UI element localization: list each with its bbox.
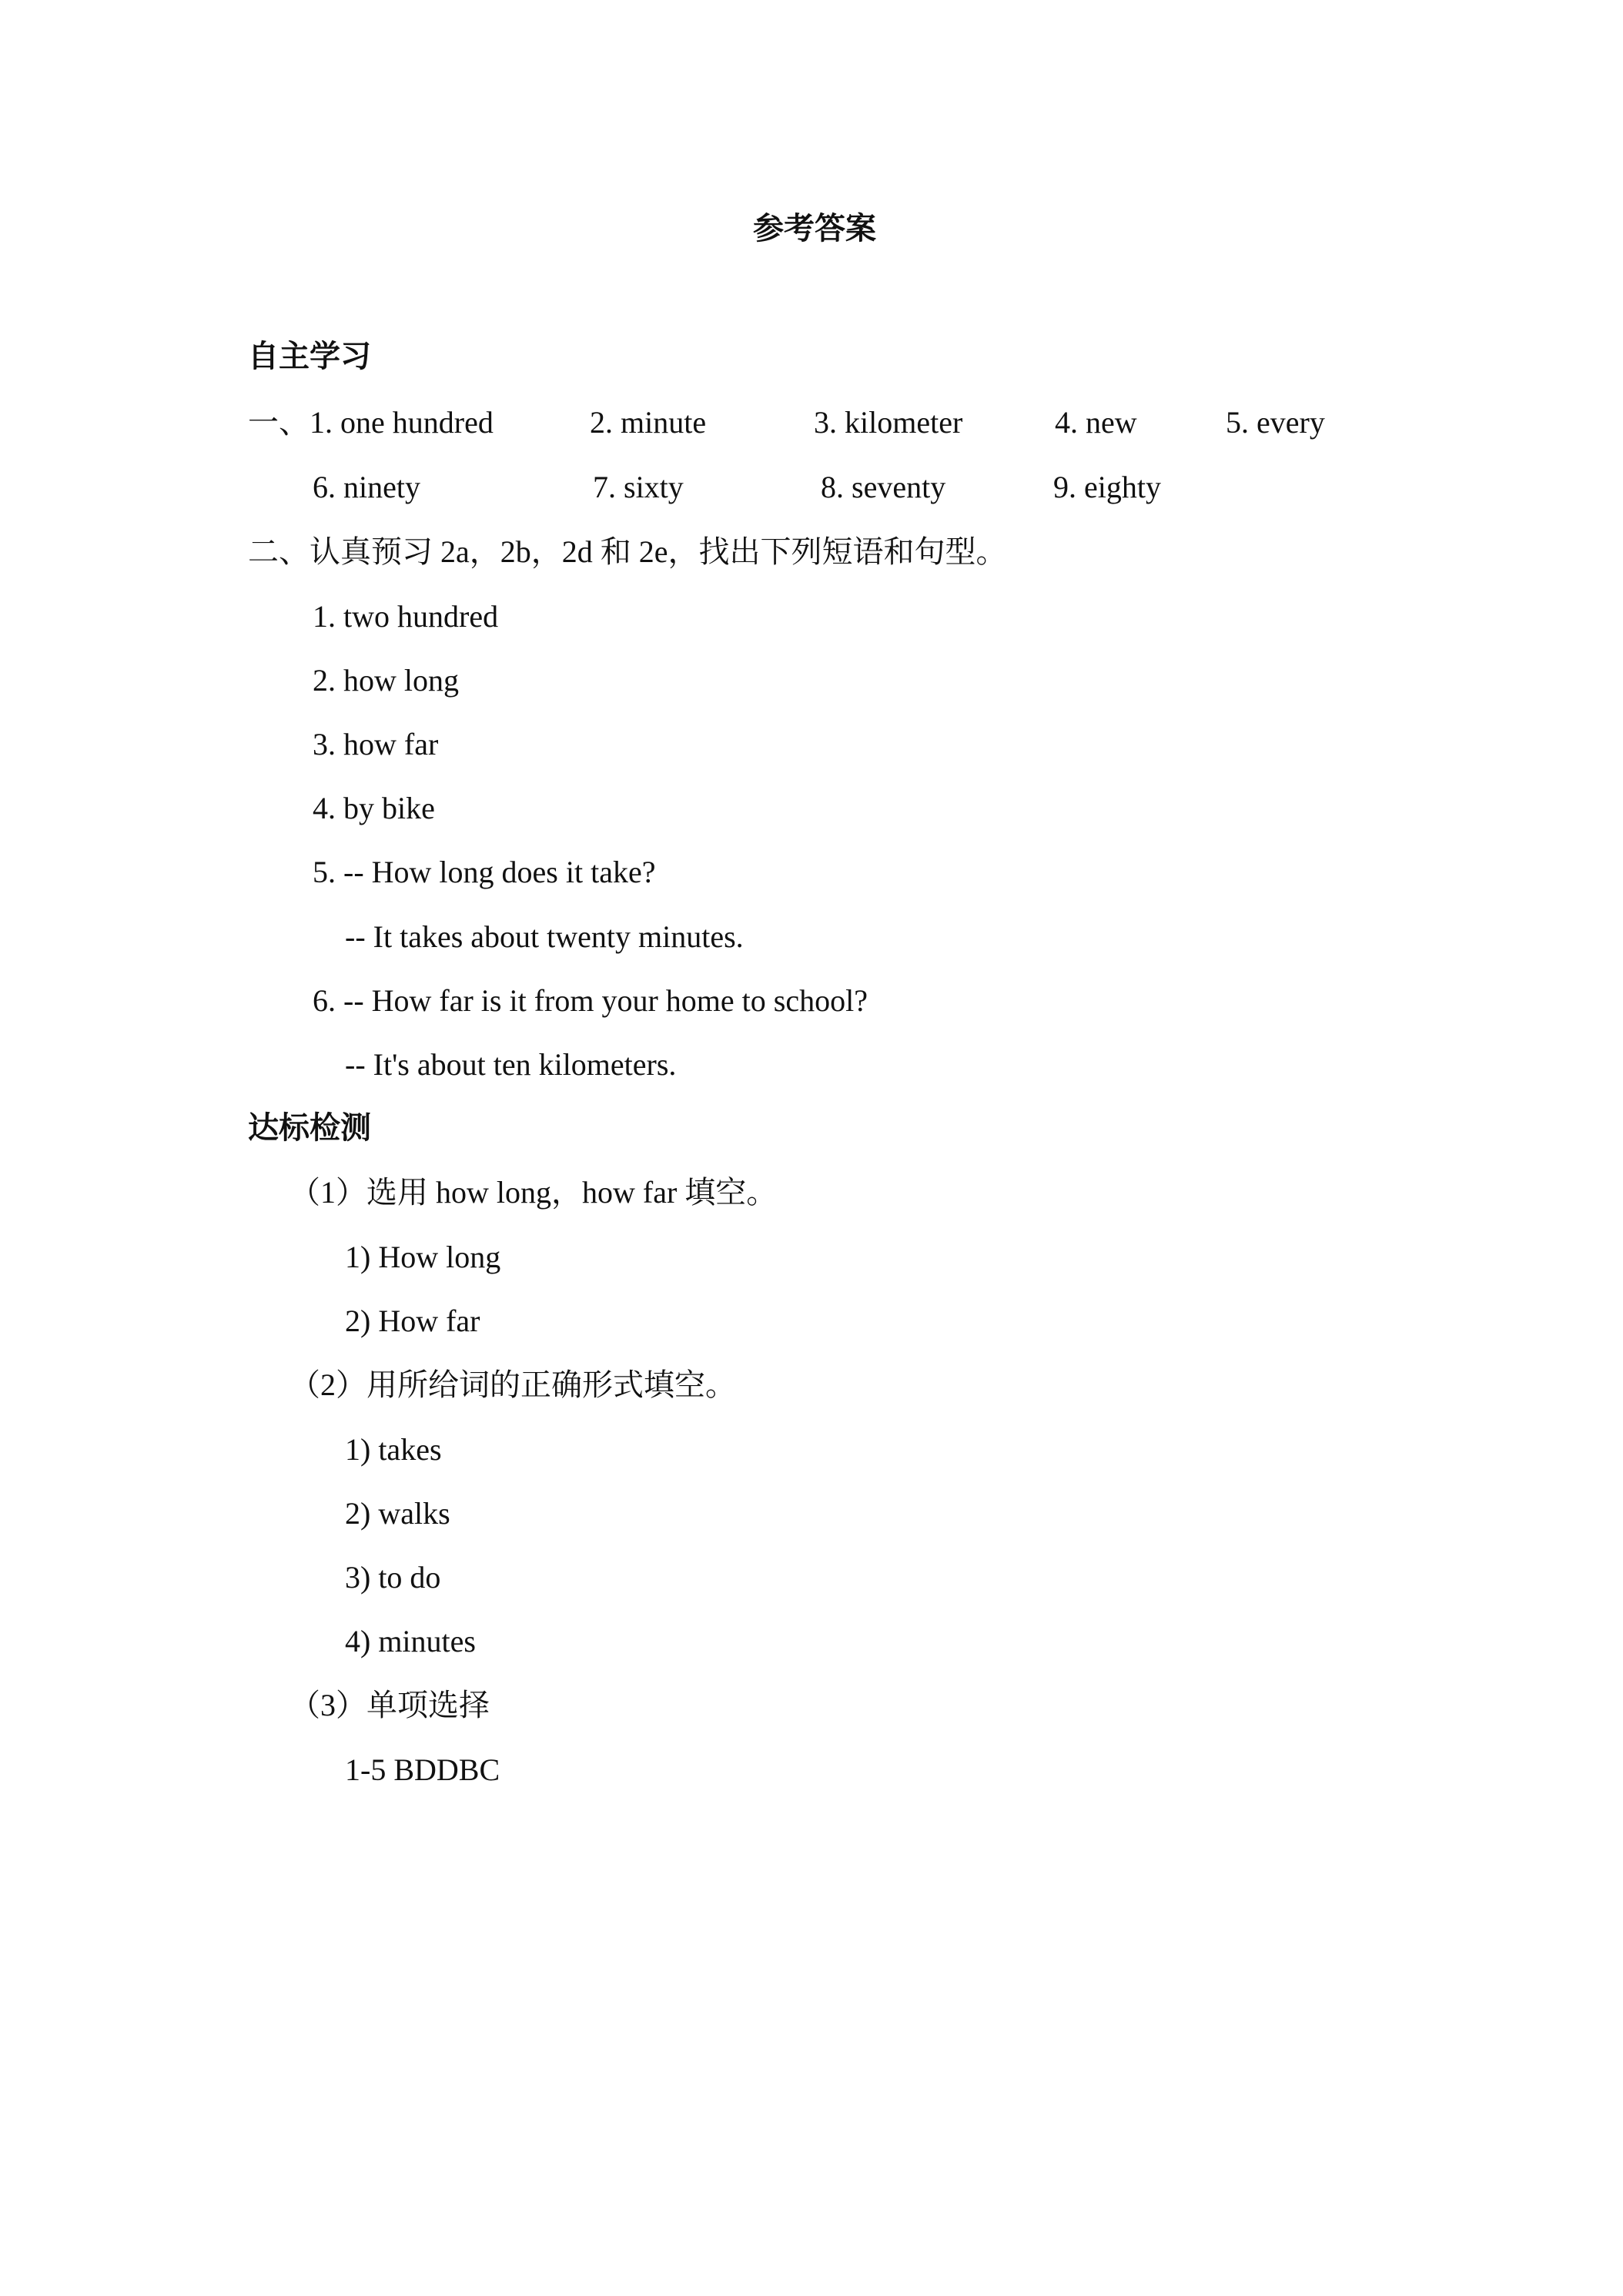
vocab-answer-3: 3. kilometer: [814, 405, 963, 440]
section-heading-assessment: 达标检测: [248, 1110, 371, 1146]
vocab-answer-4: 4. new: [1055, 405, 1137, 440]
question-2-answer-4: 4) minutes: [345, 1624, 476, 1658]
sentence-answer-5-reply: -- It takes about twenty minutes.: [345, 919, 744, 954]
phrase-answer-4: 4. by bike: [313, 791, 435, 825]
question-1-instruction: （1）选用 how long，how far 填空。: [289, 1175, 778, 1210]
sentence-answer-6-question: 6. -- How far is it from your home to school?: [313, 983, 868, 1018]
question-3-answer: 1-5 BDDBC: [345, 1752, 500, 1787]
vocab-answer-5: 5. every: [1226, 405, 1325, 440]
question-3-instruction: （3）单项选择: [289, 1688, 490, 1722]
sentence-answer-5-question: 5. -- How long does it take?: [313, 855, 656, 889]
question-1-answer-2: 2) How far: [345, 1304, 480, 1338]
phrase-answer-1: 1. two hundred: [313, 599, 499, 634]
question-2-answer-3: 3) to do: [345, 1560, 441, 1595]
vocab-answer-1: 一、1. one hundred: [248, 405, 494, 440]
vocab-answer-2: 2. minute: [590, 405, 707, 440]
part2-instruction: 二、认真预习 2a，2b，2d 和 2e，找出下列短语和句型。: [248, 534, 1007, 569]
vocab-answer-9: 9. eighty: [1053, 470, 1161, 504]
phrase-answer-3: 3. how far: [313, 727, 439, 761]
question-1-answer-1: 1) How long: [345, 1240, 501, 1274]
question-2-instruction: （2）用所给词的正确形式填空。: [289, 1367, 736, 1402]
phrase-answer-2: 2. how long: [313, 663, 459, 698]
page-title: 参考答案: [753, 211, 876, 246]
section-heading-self-study: 自主学习: [248, 339, 371, 374]
question-2-answer-1: 1) takes: [345, 1432, 442, 1467]
vocab-answer-6: 6. ninety: [313, 470, 420, 504]
question-2-answer-2: 2) walks: [345, 1496, 450, 1531]
vocab-answer-8: 8. seventy: [821, 470, 946, 504]
vocab-answer-7: 7. sixty: [593, 470, 684, 504]
sentence-answer-6-reply: -- It's about ten kilometers.: [345, 1047, 677, 1082]
